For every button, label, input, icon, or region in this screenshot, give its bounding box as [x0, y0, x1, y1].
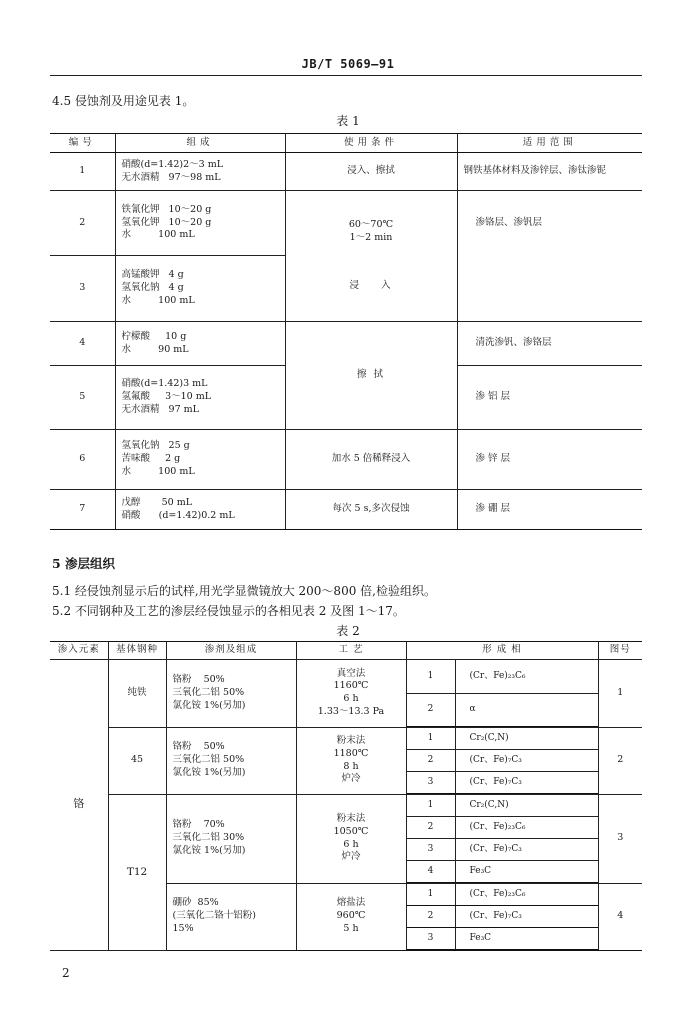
agent-cell: 硼砂 85% (三氧化二铬十铝粉) 15%	[166, 883, 296, 950]
phases-cell	[406, 660, 598, 728]
phase-list: 1 (Cr、Fe)₂₃C₆ 2 α	[407, 660, 598, 727]
row-number: 2	[50, 191, 115, 256]
row-number: 3	[50, 256, 115, 322]
scope-cell: 钢铁基体材料及渗锌层、渗钛渗铌	[457, 153, 642, 191]
phase-list: 1 (Cr、Fe)₂₃C₆ 2 (Cr、Fe)₇C₃ 3 Fe₃C	[407, 884, 598, 950]
condition-cell: 60～70℃ 1～2 min 浸 入	[285, 191, 457, 322]
table-row	[50, 153, 642, 191]
table-row	[50, 191, 642, 256]
table-2	[50, 641, 642, 951]
header-conditions: 使用条件	[285, 134, 457, 153]
phases-cell	[406, 883, 598, 950]
header-process: 工 艺	[296, 642, 406, 660]
header-base-steel: 基体钢种	[108, 642, 166, 660]
condition-cell: 浸入、擦拭	[285, 153, 457, 191]
figure-cell: 2	[598, 727, 642, 794]
header-scope: 适用范围	[457, 134, 642, 153]
table-1-caption: 表 1	[336, 114, 360, 128]
section-4-5: 4.5 侵蚀剂及用途见表 1。	[52, 94, 195, 108]
agent-cell: 铬粉 50% 三氧化二铝 50% 氯化铵 1%(另加)	[166, 660, 296, 728]
composition-cell: 柠檬酸 10 g 水 90 mL	[115, 322, 285, 366]
table-1	[50, 133, 642, 530]
agent-cell: 铬粉 70% 三氧化二铝 30% 氯化铵 1%(另加)	[166, 794, 296, 883]
table-row	[50, 490, 642, 530]
figure-cell: 3	[598, 794, 642, 883]
agent-cell: 铬粉 50% 三氧化二铝 50% 氯化铵 1%(另加)	[166, 727, 296, 794]
header-figure: 图号	[598, 642, 642, 660]
scope-cell: 渗 硼 层	[457, 490, 642, 530]
table-row	[50, 660, 642, 728]
process-cell: 真空法 1160℃ 6 h 1.33～13.3 Pa	[296, 660, 406, 728]
header-number: 编号	[50, 134, 115, 153]
table-row	[50, 322, 642, 366]
condition-cell: 每次 5 s,多次侵蚀	[285, 490, 457, 530]
process-cell: 粉末法 1180℃ 8 h 炉冷	[296, 727, 406, 794]
header-rule	[50, 75, 642, 76]
phases-cell	[406, 794, 598, 883]
standard-code: JB/T 5069—91	[301, 57, 395, 71]
page-number: 2	[62, 966, 70, 980]
scope-cell: 渗 铝 层	[457, 366, 642, 430]
composition-cell: 戊醇 50 mL 硝酸 (d=1.42)0.2 mL	[115, 490, 285, 530]
composition-cell: 硝酸(d=1.42)2～3 mL 无水酒精 97～98 mL	[115, 153, 285, 191]
header-element: 渗入元素	[50, 642, 108, 660]
section-5-2: 5.2 不同钢种及工艺的渗层经侵蚀显示的各相见表 2 及图 1～17。	[52, 604, 405, 618]
condition-cell: 加水 5 倍稀释浸入	[285, 430, 457, 490]
row-number: 7	[50, 490, 115, 530]
scope-cell: 渗 锌 层	[457, 430, 642, 490]
table-2-caption: 表 2	[336, 624, 360, 638]
table-row	[50, 794, 642, 883]
scope-cell: 渗铬层、渗钒层	[457, 191, 642, 322]
header-agent: 渗剂及组成	[166, 642, 296, 660]
steel-cell: 45	[108, 727, 166, 794]
row-number: 5	[50, 366, 115, 430]
phase-list: 1 Cr₂(C,N) 2 (Cr、Fe)₇C₃ 3 (Cr、Fe)₇C₃	[407, 728, 598, 794]
row-number: 4	[50, 322, 115, 366]
row-number: 1	[50, 153, 115, 191]
element-cell: 铬	[50, 660, 108, 951]
process-cell: 熔盐法 960℃ 5 h	[296, 883, 406, 950]
table-row	[50, 727, 642, 794]
steel-cell: T12	[108, 794, 166, 950]
table-row	[50, 430, 642, 490]
header-phases: 形 成 相	[406, 642, 598, 660]
row-number: 6	[50, 430, 115, 490]
steel-cell: 纯铁	[108, 660, 166, 728]
condition-cell: 擦 拭	[285, 322, 457, 430]
process-cell: 粉末法 1050℃ 6 h 炉冷	[296, 794, 406, 883]
composition-cell: 硝酸(d=1.42)3 mL 氢氟酸 3～10 mL 无水酒精 97 mL	[115, 366, 285, 430]
composition-cell: 高锰酸钾 4 g 氢氧化钠 4 g 水 100 mL	[115, 256, 285, 322]
header-composition: 组成	[115, 134, 285, 153]
composition-cell: 氢氧化钠 25 g 苦味酸 2 g 水 100 mL	[115, 430, 285, 490]
figure-cell: 4	[598, 883, 642, 950]
section-5-title: 5 渗层组织	[52, 556, 116, 571]
phases-cell	[406, 727, 598, 794]
composition-cell: 铁氰化钾 10～20 g 氢氧化钾 10～20 g 水 100 mL	[115, 191, 285, 256]
phase-list: 1 Cr₂(C,N) 2 (Cr、Fe)₂₃C₆ 3 (Cr、Fe)₇C₃ 4 Fe₃C	[407, 795, 598, 883]
section-5-1: 5.1 经侵蚀剂显示后的试样,用光学显微镜放大 200～800 倍,检验组织。	[52, 584, 436, 598]
scope-cell: 清洗渗钒、渗铬层	[457, 322, 642, 366]
figure-cell: 1	[598, 660, 642, 728]
